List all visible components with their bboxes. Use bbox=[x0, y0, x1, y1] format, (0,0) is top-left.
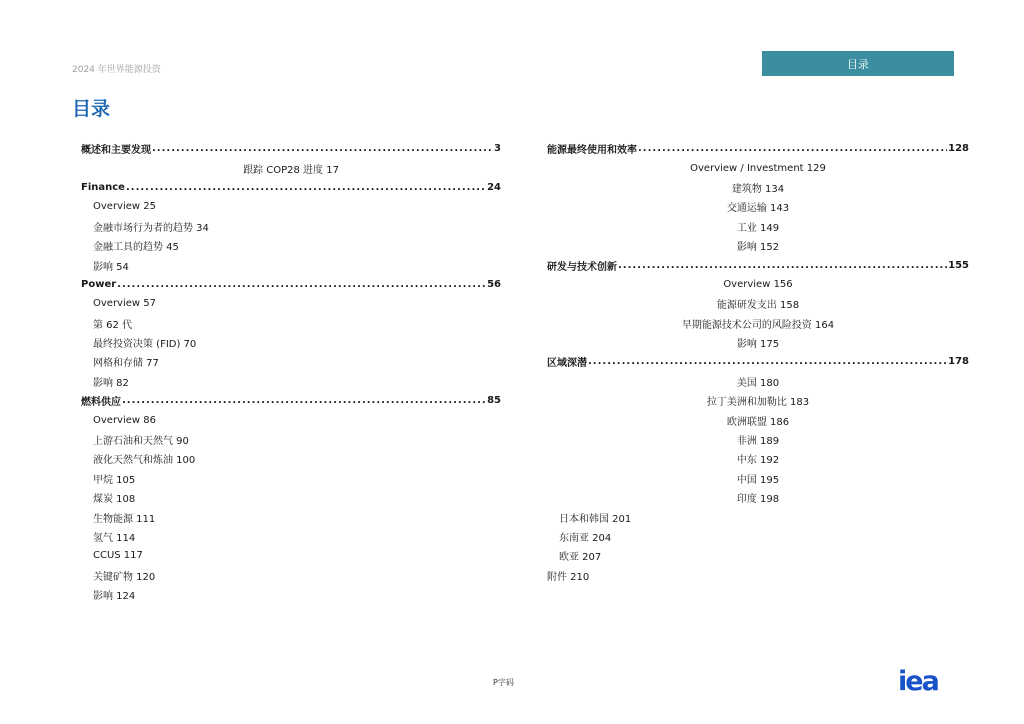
toc-entry[interactable]: 液化天然气和炼油 100 bbox=[93, 455, 196, 467]
toc-entry[interactable]: 东南亚 204 bbox=[559, 533, 612, 544]
toc-entry[interactable]: CCUS 117 bbox=[93, 550, 143, 562]
toc-entry[interactable]: 生物能源 111 bbox=[93, 513, 156, 525]
toc-entry[interactable]: 影响 54 bbox=[93, 261, 129, 273]
toc-entry-appendix[interactable]: 附件 210 bbox=[547, 571, 590, 583]
iea-logo: iea bbox=[898, 666, 938, 697]
toc-tab-label: 目录 bbox=[847, 57, 869, 71]
toc-entry[interactable]: 中东 192 bbox=[736, 455, 780, 467]
toc-entry[interactable]: 日本和韩国 201 bbox=[559, 513, 632, 525]
toc-entry[interactable]: 拉丁美洲和加勒比 183 bbox=[706, 397, 810, 409]
toc-entry[interactable]: 关键矿物 120 bbox=[93, 571, 156, 583]
toc-entry[interactable]: 影响 152 bbox=[736, 242, 780, 254]
toc-entry[interactable]: 网格和存储 77 bbox=[93, 358, 159, 370]
toc-entry[interactable]: 跟踪 COP28 进度 17 bbox=[243, 164, 339, 176]
toc-entry[interactable]: Overview 156 bbox=[723, 278, 793, 290]
toc-entry[interactable]: 印度 198 bbox=[736, 494, 780, 506]
toc-entry[interactable]: 第 62 代 bbox=[93, 319, 133, 331]
toc-entry[interactable]: 欧亚 207 bbox=[559, 552, 602, 564]
toc-entry[interactable]: 金融市场行为者的趋势 34 bbox=[93, 222, 209, 234]
toc-entry[interactable]: 影响 82 bbox=[93, 377, 129, 389]
toc-entry[interactable]: 能源研发支出 158 bbox=[716, 300, 800, 312]
toc-section[interactable]: 概述和主要发现 ..... 3 bbox=[81, 139, 501, 158]
toc-section[interactable]: 能源最终使用和效率 ..... 128 bbox=[547, 139, 969, 158]
toc-entry[interactable]: 最终投资决策 (FID) 70 bbox=[93, 339, 197, 351]
toc-entry[interactable]: 美国 180 bbox=[736, 377, 780, 389]
toc-entry[interactable]: Overview 86 bbox=[93, 414, 156, 426]
toc-entry[interactable]: Overview 57 bbox=[93, 298, 156, 310]
toc-entry[interactable]: 建筑物 134 bbox=[731, 183, 785, 195]
toc-entry[interactable]: 金融工具的趋势 45 bbox=[93, 242, 179, 254]
toc-tab[interactable] bbox=[762, 51, 954, 76]
toc-entry[interactable]: 煤炭 108 bbox=[93, 494, 136, 506]
toc-entry[interactable]: Overview / Investment 129 bbox=[690, 162, 826, 174]
toc-entry[interactable]: 氢气 114 bbox=[93, 533, 136, 544]
toc-entry[interactable]: 非洲 189 bbox=[736, 436, 780, 448]
toc-entry[interactable]: 欧洲联盟 186 bbox=[726, 416, 790, 428]
toc-entry[interactable]: 工业 149 bbox=[736, 222, 780, 234]
toc-entry[interactable]: 上游石油和天然气 90 bbox=[93, 436, 189, 448]
toc-entry[interactable]: 甲烷 105 bbox=[93, 474, 136, 486]
page-title: 目录 bbox=[72, 98, 111, 120]
toc-entry[interactable]: Overview 25 bbox=[93, 201, 156, 213]
toc-section[interactable]: Finance ..... 24 bbox=[81, 178, 501, 197]
toc-entry[interactable]: 交通运输 143 bbox=[726, 203, 790, 215]
report-title: 2024 年世界能源投资 bbox=[72, 65, 161, 75]
toc-section[interactable]: Power ..... 56 bbox=[81, 275, 501, 294]
page-number: P字码 bbox=[493, 678, 514, 687]
toc-section[interactable]: 区域深潜 ..... 178 bbox=[547, 352, 969, 371]
toc-section[interactable]: 燃料供应 ..... 85 bbox=[81, 391, 501, 410]
toc-section[interactable]: 研发与技术创新 ..... 155 bbox=[547, 255, 969, 274]
toc-entry[interactable]: 影响 124 bbox=[93, 591, 136, 603]
toc-right-column bbox=[547, 139, 969, 585]
toc-entry[interactable]: 中国 195 bbox=[736, 474, 780, 486]
toc-entry[interactable]: 影响 175 bbox=[736, 339, 780, 351]
toc-left-column bbox=[81, 139, 501, 604]
toc-entry[interactable]: 早期能源技术公司的风险投资 164 bbox=[681, 319, 835, 331]
